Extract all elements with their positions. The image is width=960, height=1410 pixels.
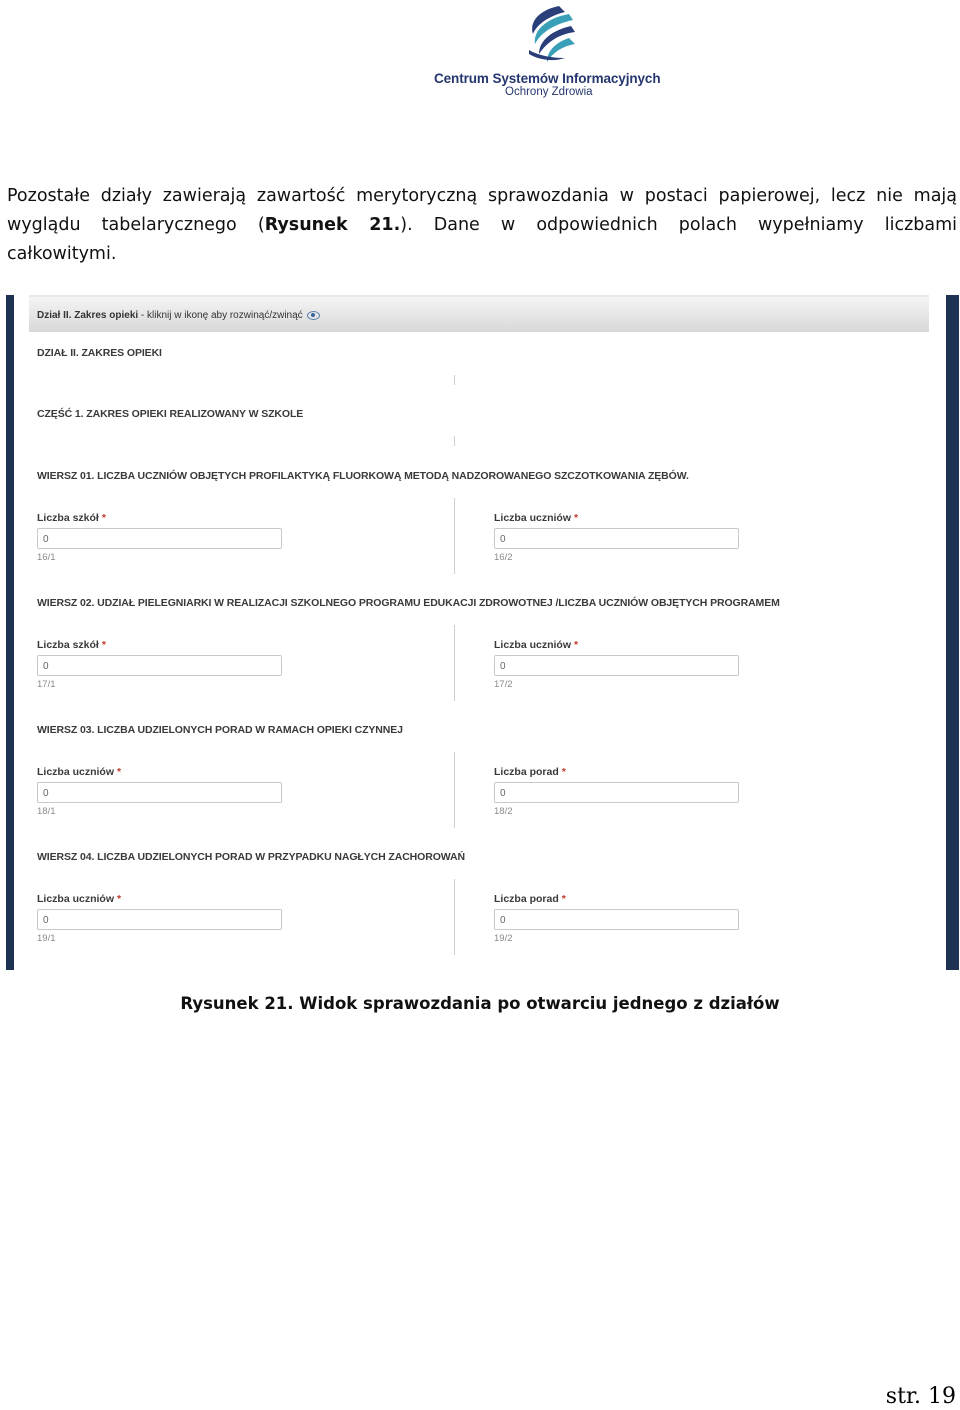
panel-title: Dział II. Zakres opieki [37, 310, 139, 321]
field-code: 16/2 [494, 552, 513, 563]
figure-caption: Rysunek 21. Widok sprawozdania po otwarciu jednego z działów [180, 994, 780, 1013]
students-count-input[interactable]: 0 [37, 782, 282, 803]
schools-count-input[interactable]: 0 [37, 528, 282, 549]
row-title: WIERSZ 02. UDZIAŁ PIELEGNIARKI W REALIZACJI SZKOLNEGO PROGRAMU EDUKACJI ZDROWOTNEJ /LICZBA UCZNIÓW OBJĘTYCH PROGRAMEM [37, 597, 780, 609]
paragraph-text: wyglądu tabelarycznego ( [7, 215, 265, 235]
row-title: WIERSZ 04. LICZBA UDZIELONYCH PORAD W PRZYPADKU NAGŁYCH ZACHOROWAŃ [37, 851, 465, 863]
divider [454, 752, 455, 828]
field-label: Liczba szkół * [37, 512, 106, 524]
field-code: 19/2 [494, 933, 513, 944]
divider [454, 625, 455, 701]
field-code: 19/1 [37, 933, 56, 944]
org-subtitle: Ochrony Zdrowia [505, 86, 593, 98]
section-title: DZIAŁ II. ZAKRES OPIEKI [37, 347, 162, 359]
field-code: 16/1 [37, 552, 56, 563]
divider [454, 498, 455, 574]
panel-hint: - kliknij w ikonę aby rozwinąć/zwinąć [138, 310, 303, 321]
page-number: str. 19 [885, 1384, 956, 1409]
field-label: Liczba porad * [494, 766, 566, 778]
form-screenshot [6, 295, 959, 970]
eye-icon[interactable] [307, 311, 320, 320]
students-count-input[interactable]: 0 [37, 909, 282, 930]
row-title: WIERSZ 01. LICZBA UCZNIÓW OBJĘTYCH PROFILAKTYKĄ FLUORKOWĄ METODĄ NADZOROWANEGO SZCZOTKOWANIA ZĘBÓW. [37, 470, 689, 482]
paragraph-line-3: całkowitymi. [7, 244, 117, 264]
field-label: Liczba porad * [494, 893, 566, 905]
divider [454, 375, 455, 385]
field-code: 17/1 [37, 679, 56, 690]
field-code: 18/2 [494, 806, 513, 817]
field-code: 17/2 [494, 679, 513, 690]
paragraph-line-2 [7, 211, 957, 240]
org-name: Centrum Systemów Informacyjnych [434, 71, 661, 86]
field-code: 18/1 [37, 806, 56, 817]
frame-border-left [6, 295, 14, 970]
figure-reference: Rysunek 21. [264, 215, 401, 235]
panel-header[interactable] [29, 295, 929, 332]
students-count-input[interactable]: 0 [494, 528, 739, 549]
paragraph-text: ). Dane w odpowiednich polach wypełniamy liczbami [400, 215, 957, 235]
field-label: Liczba uczniów * [494, 639, 579, 651]
advice-count-input[interactable]: 0 [494, 909, 739, 930]
students-count-input[interactable]: 0 [494, 655, 739, 676]
field-label: Liczba uczniów * [37, 766, 122, 778]
row-title: WIERSZ 03. LICZBA UDZIELONYCH PORAD W RAMACH OPIEKI CZYNNEJ [37, 724, 403, 736]
frame-border-right [946, 295, 959, 970]
field-label: Liczba uczniów * [37, 893, 122, 905]
csioz-logo [430, 4, 670, 100]
part-title: CZĘŚĆ 1. ZAKRES OPIEKI REALIZOWANY W SZKOLE [37, 408, 304, 420]
field-label: Liczba uczniów * [494, 512, 579, 524]
intro-paragraph [7, 182, 957, 269]
schools-count-input[interactable]: 0 [37, 655, 282, 676]
advice-count-input[interactable]: 0 [494, 782, 739, 803]
divider [454, 879, 455, 955]
divider [454, 436, 455, 446]
field-label: Liczba szkół * [37, 639, 106, 651]
csioz-swoosh-logo [525, 4, 577, 66]
paragraph-line-1: Pozostałe działy zawierają zawartość merytoryczną sprawozdania w postaci papierowej, lecz nie mają [7, 186, 957, 206]
